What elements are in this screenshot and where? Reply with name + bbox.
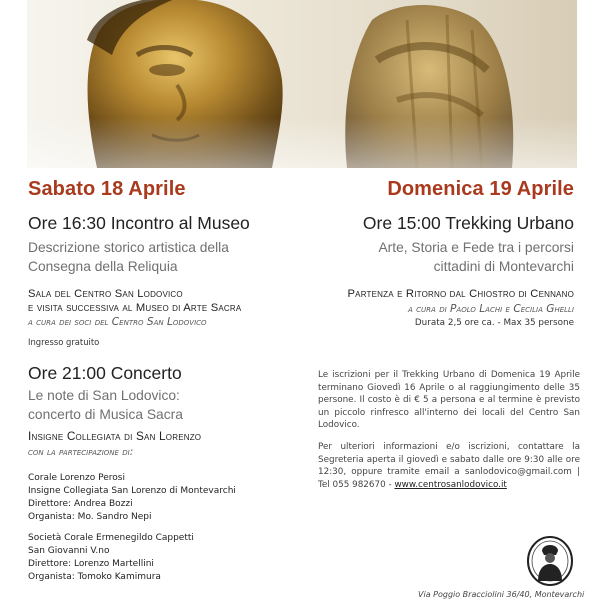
choir-group-2: [28, 532, 300, 584]
museum-event-desc-1: Descrizione storico artistica della: [28, 240, 229, 255]
sunday-column: [306, 178, 580, 491]
choir-group-1: [28, 472, 300, 524]
museum-event-place-1: Sala del Centro San Lodovico: [28, 288, 183, 300]
concert-with: con la partecipazione di:: [28, 446, 134, 458]
trekking-desc-2: cittadini di Montevarchi: [433, 259, 574, 274]
saturday-heading: Sabato 18 Aprile: [28, 178, 186, 200]
saturday-column: [28, 178, 300, 584]
museum-event-entry: Ingresso gratuito: [28, 337, 100, 347]
concert-desc-2: concerto di Musica Sacra: [28, 407, 183, 422]
contact-info: [318, 441, 580, 491]
saint-portrait-logo: [526, 535, 574, 587]
concert-title: Ore 21:00 Concerto: [28, 363, 182, 383]
choir-2-line-4: Organista: Tomoko Kamimura: [28, 572, 161, 582]
choir-2-line-3: Direttore: Lorenzo Martellini: [28, 559, 154, 569]
trekking-place: Partenza e Ritorno dal Chiostro di Cennano: [347, 288, 574, 300]
trekking-duration: Durata 2,5 ore ca. - Max 35 persone: [414, 318, 574, 328]
trekking-desc-1: Arte, Storia e Fede tra i percorsi: [378, 240, 574, 255]
museum-event-place-2: e visita successiva al Museo di Arte Sacra: [28, 302, 242, 314]
phone-number: Tel 055 982670 -: [318, 479, 392, 490]
museum-event-curator: a cura dei soci del Centro San Lodovico: [28, 316, 207, 328]
gilded-bust-illustration: [27, 0, 577, 168]
choir-1-line-1: Corale Lorenzo Perosi: [28, 473, 125, 483]
contact-text: Per ulteriori informazioni e/o iscrizioni, contattare la Segreteria aperta il giovedì e sabato dalle ore 9:30 alle ore 12:30, oppure tramite email a sanlodovico@gmail.com |: [318, 441, 580, 478]
trekking-info: Le iscrizioni per il Trekking Urbano di Domenica 19 Aprile terminano Giovedì 16 Aprile o al raggiungimento delle 35 persone. Il costo è di € 5 a persona e al termine è previsto un piccolo rinfresco all'interno dei locali del Centro San Lodovico.: [318, 370, 580, 431]
concert-desc-1: Le note di San Lodovico:: [28, 388, 180, 403]
concert-venue: Insigne Collegiata di San Lorenzo: [28, 429, 202, 443]
trekking-curator: a cura di Paolo Lachi e Cecilia Ghelli: [408, 303, 574, 315]
museum-event-desc-2: Consegna della Reliquia: [28, 259, 178, 274]
trekking-title: Ore 15:00 Trekking Urbano: [362, 213, 574, 233]
hero-photo: [27, 0, 577, 168]
museum-event-title: Ore 16:30 Incontro al Museo: [28, 213, 250, 233]
choir-1-line-4: Organista: Mo. Sandro Nepi: [28, 512, 152, 522]
choir-2-line-1: Società Corale Ermenegildo Cappetti: [28, 533, 194, 543]
footer-address: Via Poggio Bracciolini 36/40, Montevarchi: [418, 590, 585, 599]
sunday-heading: Domenica 19 Aprile: [387, 178, 574, 200]
website-link[interactable]: www.centrosanlodovico.it: [394, 479, 507, 490]
choir-2-line-2: San Giovanni V.no: [28, 546, 110, 556]
choir-1-line-2: Insigne Collegiata San Lorenzo di Montevarchi: [28, 486, 236, 496]
choir-1-line-3: Direttore: Andrea Bozzi: [28, 499, 133, 509]
